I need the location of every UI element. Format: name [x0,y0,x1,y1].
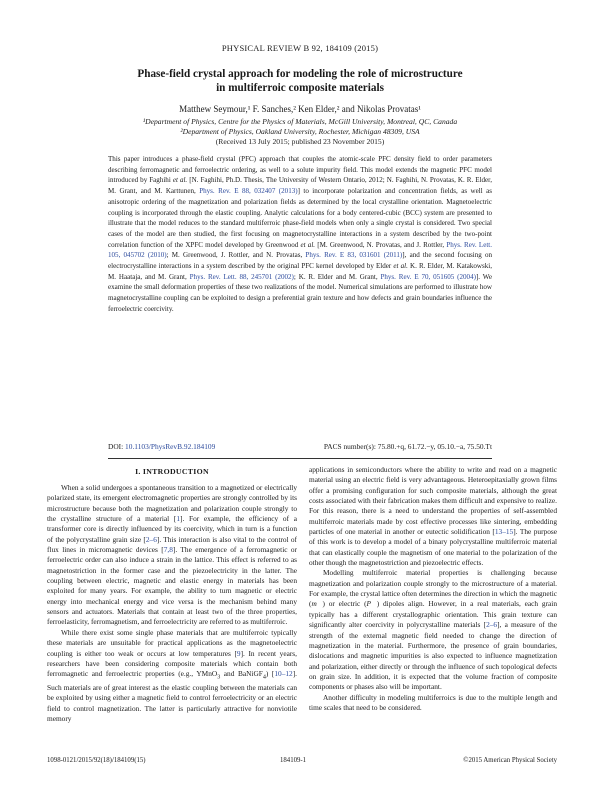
intro-paragraph-1 [47,483,297,628]
abstract-seg: ], and the second focusing on electrocrystalline interactions in a system described by the original PFC kernel developed by Elder [108,251,492,271]
ref-link-prl-105[interactable]: Phys. Rev. Lett. 105, 045702 (2010) [108,240,492,260]
footer-page-number: 184109-1 [280,757,307,764]
text-seg: While there exist some single phase materials that are multiferroic typically these materials are unsuitable for practical applications as the magnetoelectric coupling is either too weak or occurs at low temperatures [ [47,627,297,658]
abstract [108,154,492,315]
citation-link[interactable]: 9 [236,648,241,658]
subscript: 3 [217,674,221,681]
abstract-seg: ]. We examine the small deformation properties of these two realizations of the model. Numerical simulations are performed to illustrate how magnetocrystalline coupling can be exploited to design a preferential grain texture and how defects and grain boundaries influence the ferroelectric coercivity. [108,272,492,313]
text-seg: ) [ [265,669,275,679]
title-line-2: in multiferroic composite materials [216,82,384,94]
abstract-etal: et al. [393,262,408,271]
symbol-p: P⃗ [366,599,377,609]
right-column [309,465,557,713]
abstract-seg: ; M. Greenwood, J. Rottler, and N. Provatas, [166,251,306,260]
footer-copyright: ©2015 American Physical Society [463,757,557,764]
section-title-introduction: I. INTRODUCTION [135,467,209,476]
text-seg: ]. In recent years, researchers have been considering composite materials which contain both ferromagnetic and ferroelectric properties (e.g., YMnO [47,648,297,679]
author-list: Matthew Seymour,¹ F. Sanches,² Ken Elder,² and Nikolas Provatas¹ [179,104,421,114]
affiliation-2: ²Department of Physics, Oakland University, Rochester, Michigan 48309, USA [180,127,420,136]
doi-prefix: DOI: [108,442,126,451]
abstract-seg: K. R. Elder, M. Katakowski, M. Haataja, and M. Grant, [108,262,493,281]
abstract-seg: ] to incorporate polarization and concentration fields, as well as anisotropic ordering of the magnetization and polarization fields as determined by the local crystalline orientation. Magnetoelectric coupling is incorporated through the elastic coupling. Analytic calculations for a body centered-cubic (BCC) system are presented to illustrate that the model reduces to the standard multiferroic phase-field models when only a single crystal is considered. Two special cases of the model are then studied, the first focusing on magnetocrystalline interactions in a system described by the two-point correlation function of the XPFC model developed by Greenwood [108,187,492,249]
title-line-1: Phase-field crystal approach for modeling the role of microstructure [137,68,463,80]
abstract-etal: et al. [172,176,188,185]
citation-link[interactable]: 7,8 [163,545,173,555]
text-seg: ]. This interaction is also vital to the control of flux lines in micromagnetic devices [ [47,534,297,555]
doi-line [108,442,215,451]
abstract-seg: [N. Faghihi, Ph.D. Thesis, The University of Western Ontario, 2012; N. Faghihi, N. Provatas, K. R. Elder, M. Grant, and M. Karttunen, [108,176,493,196]
text-seg: ]. The purpose of this work is to develop a model of a binary polycrystalline multiferroic material that can elastically couple the magnetism of one material to the polarization of the other though the magnetostriction and piezoelectric effects. [309,527,557,568]
abstract-seg: [M. Greenwood, N. Provatas, and J. Rottler, [315,240,447,249]
ref-link-prl-88[interactable]: Phys. Rev. Lett. 88, 245701 (2002) [189,272,294,281]
pacs-numbers: PACS number(s): 75.80.+q, 61.72.−y, 05.10.−a, 75.50.Tt [323,442,492,451]
left-column [47,483,297,724]
abstract-seg: ; K. R. Elder and M. Grant, [293,272,381,281]
subscript: 4 [262,674,266,681]
text-seg: and BaNiGF [220,669,263,679]
text-seg: applications in semiconductors where the ability to write and read on a magnetic material using an electric field is very advantageous. Heteroepitaxially grown films offer a promising configuration for such composite materials, although the great costs associated with their fabrication makes them difficult and expensive to realize. For this reason, there is a need to understand the properties of self-assembled multiferroic materials made by cost effective processes like sintering, embedding particles of one material in another or eutectic solidification [ [309,465,557,537]
citation-link[interactable]: 10–12 [274,669,293,679]
journal-header: PHYSICAL REVIEW B 92, 184109 (2015) [221,43,379,53]
intro-paragraph-4 [309,568,557,692]
abstract-divider [108,458,492,459]
text-seg: ], a measure of the strength of the external magnetic field needed to change the direction of magnetization in the material. Furthermore, the presence of grain boundaries, dislocations and magnetic impurities is also expected to influence magnetization and polarization, either directly or through the influence of such topological defects on grain size. In addition, it is expected that the volume fraction of composite components or phases also will be important. [309,620,557,692]
citation-link[interactable]: 1 [176,514,181,524]
intro-paragraph-2 [47,628,297,725]
doi-link[interactable]: 10.1103/PhysRevB.92.184109 [125,442,216,451]
symbol-m: m⃗ [311,599,323,609]
citation-link[interactable]: 13–15 [494,527,514,537]
text-seg: Modelling multiferroic material properties is challenging because magnetization and polarization couple strongly to the microstructure of a material. For example, the crystal lattice often determines the direction in which the magnetic ( [309,568,557,609]
text-seg: ]. For example, the efficiency of a transformer core is directly influenced by its coercivity, which in turn is a function of the polycrystalline grain size [ [47,514,297,544]
text-seg: ]. The emergence of a ferromagnetic or ferroelectric order can also induce a strain in the lattice. This effect is referred to as magnetostriction in the former case and the piezoelectricity in the latter. The coupling between electric, magnetic and elastic energy in materials has been exploited for many years. For example, the ability to turn magnetic or electric energy into mechanical energy and vice versa is the mechanism behind many sensors and actuators. Materials that contain at least two of the three properties, ferroelasticity, ferromagnetism, and ferroelectricity are referred to as multiferroic. [47,545,297,627]
intro-paragraph-5: Another difficulty in modeling multiferroics is due to the multiple length and time scales that need to be considered. [309,692,557,712]
intro-paragraph-3 [309,465,557,568]
affiliation-1: ¹Department of Physics, Centre for the Physics of Materials, McGill University, Montreal, QC, Canada [142,117,458,126]
text-seg: When a solid undergoes a spontaneous transition to a magnetized or electrically polarized state, its emergent electromagnetic properties are strongly controlled by its microstructure because both the magnetization and polarization couple strongly to the crystalline structure of a material [ [47,483,297,524]
received-dates: (Received 13 July 2015; published 23 November 2015) [215,137,385,146]
text-seg: ]. Such materials are of great interest as the elastic coupling between the materials can be exploited by using either a magnetic field to control ferroelectricity or an electric field to control magnetization. The latter is particularly attractive for nonviotile memory [47,669,298,724]
footer-issn: 1098-0121/2015/92(18)/184109(15) [47,757,146,764]
text-seg: ) or electric ( [322,599,367,609]
ref-link-pre-70[interactable]: Phys. Rev. E 70, 051605 (2004) [380,272,476,281]
citation-link[interactable]: 2–6 [486,620,498,630]
abstract-seg: This paper introduces a phase-field crystal (PFC) approach that couples the atomic-scale PFC density field to order parameters describing ferromagnetic and ferroelectric ordering, as well to a solute impurity field. This model extends the magnetic PFC model introduced by Faghihi [108,155,492,185]
citation-link[interactable]: 2–6 [145,534,157,544]
text-seg: ) dipoles align. However, in a real materials, each grain typically has a different crystallographic orientation. This grain texture can significantly alter coercivity in polycrystalline materials [ [309,599,557,630]
abstract-etal: et al. [300,240,316,249]
abstract-text [108,154,492,315]
ref-link-pre-83[interactable]: Phys. Rev. E 83, 031601 (2011) [305,251,403,260]
ref-link-pre-88[interactable]: Phys. Rev. E 88, 032407 (2013) [199,187,298,196]
paper-title [60,67,540,95]
